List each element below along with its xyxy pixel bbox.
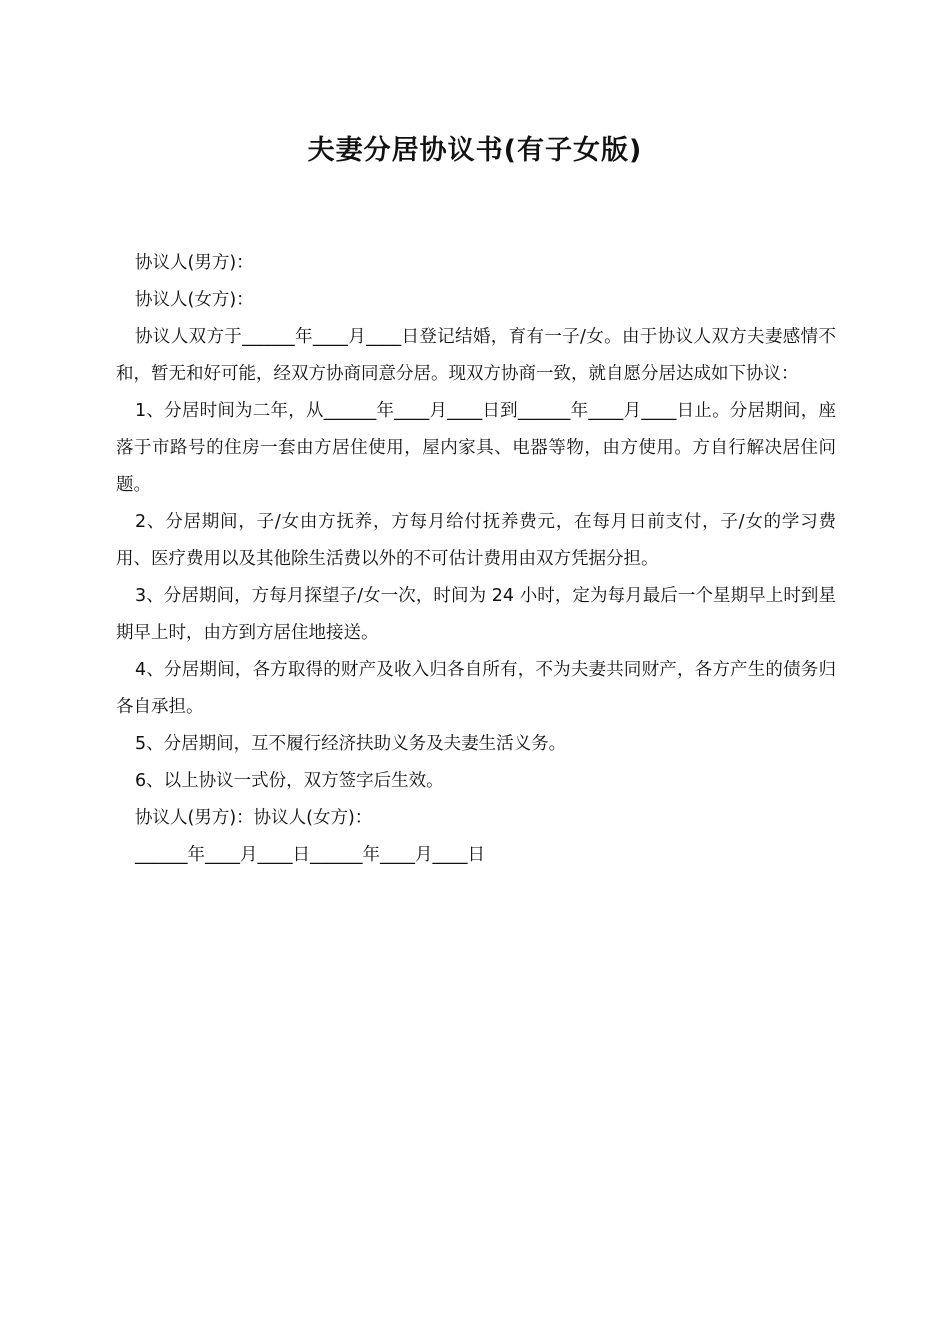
- document-title: 夫妻分居协议书(有子女版): [307, 135, 643, 166]
- preamble-paragraph: 协议人双方于______年____月____日登记结婚，育有一子/女。由于协议人双方夫妻感情不和，暂无和好可能，经双方协商同意分居。现双方协商一致，就自愿分居达成如下协议：: [116, 327, 836, 384]
- party-male-line: 协议人(男方)：: [135, 253, 254, 273]
- clause-6: 6、以上协议一式份，双方签字后生效。: [135, 771, 444, 791]
- party-female-line: 协议人(女方)：: [135, 290, 254, 310]
- clause-4: 4、分居期间，各方取得的财产及收入归各自所有，不为夫妻共同财产，各方产生的债务归各自承担。: [116, 660, 836, 717]
- clause-2: 2、分居期间，子/女由方抚养，方每月给付抚养费元，在每月日前支付，子/女的学习费用、医疗费用以及其他除生活费以外的不可估计费用由双方凭据分担。: [116, 512, 836, 569]
- document-body: [116, 245, 836, 874]
- signature-line: 协议人(男方)：协议人(女方)：: [135, 808, 373, 828]
- clause-5: 5、分居期间，互不履行经济扶助义务及夫妻生活义务。: [135, 734, 567, 754]
- signature-date-line: ______年____月____日______年____月____日: [135, 845, 485, 865]
- clause-1: 1、分居时间为二年，从______年____月____日到______年____月____日止。分居期间，座落于市路号的住房一套由方居住使用，屋内家具、电器等物，由方使用。方自行解决居住问题。: [116, 401, 836, 495]
- clause-3: 3、分居期间，方每月探望子/女一次，时间为 24 小时，定为每月最后一个星期早上时到星期早上时，由方到方居住地接送。: [116, 586, 836, 643]
